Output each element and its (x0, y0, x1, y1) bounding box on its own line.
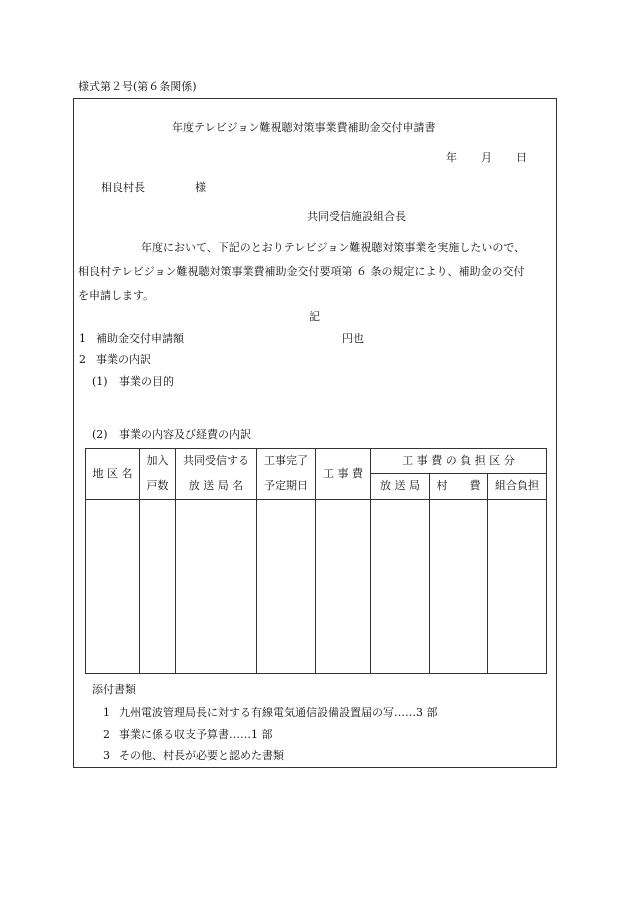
cell-burden-broadcaster[interactable] (371, 499, 430, 673)
header-burden-village: 村 費 (430, 474, 488, 499)
expense-table (85, 448, 547, 674)
header-area: 地 区 名 (86, 449, 140, 500)
addressee-name: 相良村長 (101, 181, 145, 194)
item1-number: 1 (79, 332, 86, 345)
attachment-2-text: 事業に係る収支予算書……1 部 (119, 728, 273, 741)
attachment-1-number: 1 (103, 706, 110, 719)
addressee-suffix: 様 (195, 181, 206, 194)
date-month: 月 (481, 151, 492, 164)
sub1-number: (1) (92, 375, 108, 388)
attachment-3-text: その他、村長が必要と認めた書類 (119, 749, 284, 762)
cell-station[interactable] (176, 499, 257, 673)
header-burden-broadcaster: 放 送 局 (371, 474, 430, 499)
form-number: 様式第２号(第６条関係) (78, 80, 197, 93)
cell-cost[interactable] (316, 499, 371, 673)
header-station-bottom: 放 送 局 名 (176, 474, 257, 499)
attachment-3-number: 3 (103, 749, 110, 762)
sub1-label: 事業の目的 (119, 375, 174, 388)
header-burden-union: 組合負担 (488, 474, 547, 499)
header-completion-bottom: 予定期日 (257, 474, 316, 499)
form-title: 年度テレビジョン難視聴対策事業費補助金交付申請書 (172, 121, 436, 134)
cell-burden-village[interactable] (430, 499, 488, 673)
header-households-top: 加入 (140, 449, 176, 474)
sub2-number: (2) (92, 428, 108, 441)
cell-area[interactable] (86, 499, 140, 673)
item2-number: 2 (79, 353, 86, 366)
attachment-2-number: 2 (103, 728, 110, 741)
attachment-1-text: 九州電波管理局長に対する有線電気通信設備設置届の写……3 部 (119, 706, 438, 719)
header-completion-top: 工事完了 (257, 449, 316, 474)
body-line-2: 相良村テレビジョン難視聴対策事業費補助金交付要項第 ６ 条の規定により、補助金の交付 (78, 265, 525, 278)
sub2-label: 事業の内容及び経費の内訳 (119, 428, 251, 441)
cell-burden-union[interactable] (488, 499, 547, 673)
applicant-title: 共同受信施設組合長 (307, 210, 406, 223)
header-cost: 工 事 費 (316, 449, 371, 500)
item1-unit: 円也 (342, 332, 364, 345)
date-day: 日 (516, 151, 527, 164)
header-station-top: 共同受信する (176, 449, 257, 474)
body-line-1: 年度において、下記のとおりテレビジョン難視聴対策事業を実施したいので、 (141, 241, 526, 254)
attachments-heading: 添付書類 (92, 683, 136, 696)
header-burden: 工 事 費 の 負 担 区 分 (371, 449, 547, 474)
date-year: 年 (446, 151, 457, 164)
cell-households[interactable] (140, 499, 176, 673)
item1-label: 補助金交付申請額 (96, 332, 184, 345)
header-households-bottom: 戸数 (140, 474, 176, 499)
body-line-3: を申請します。 (78, 289, 155, 302)
record-mark: 記 (309, 310, 320, 323)
cell-completion[interactable] (257, 499, 316, 673)
item2-label: 事業の内訳 (96, 353, 151, 366)
